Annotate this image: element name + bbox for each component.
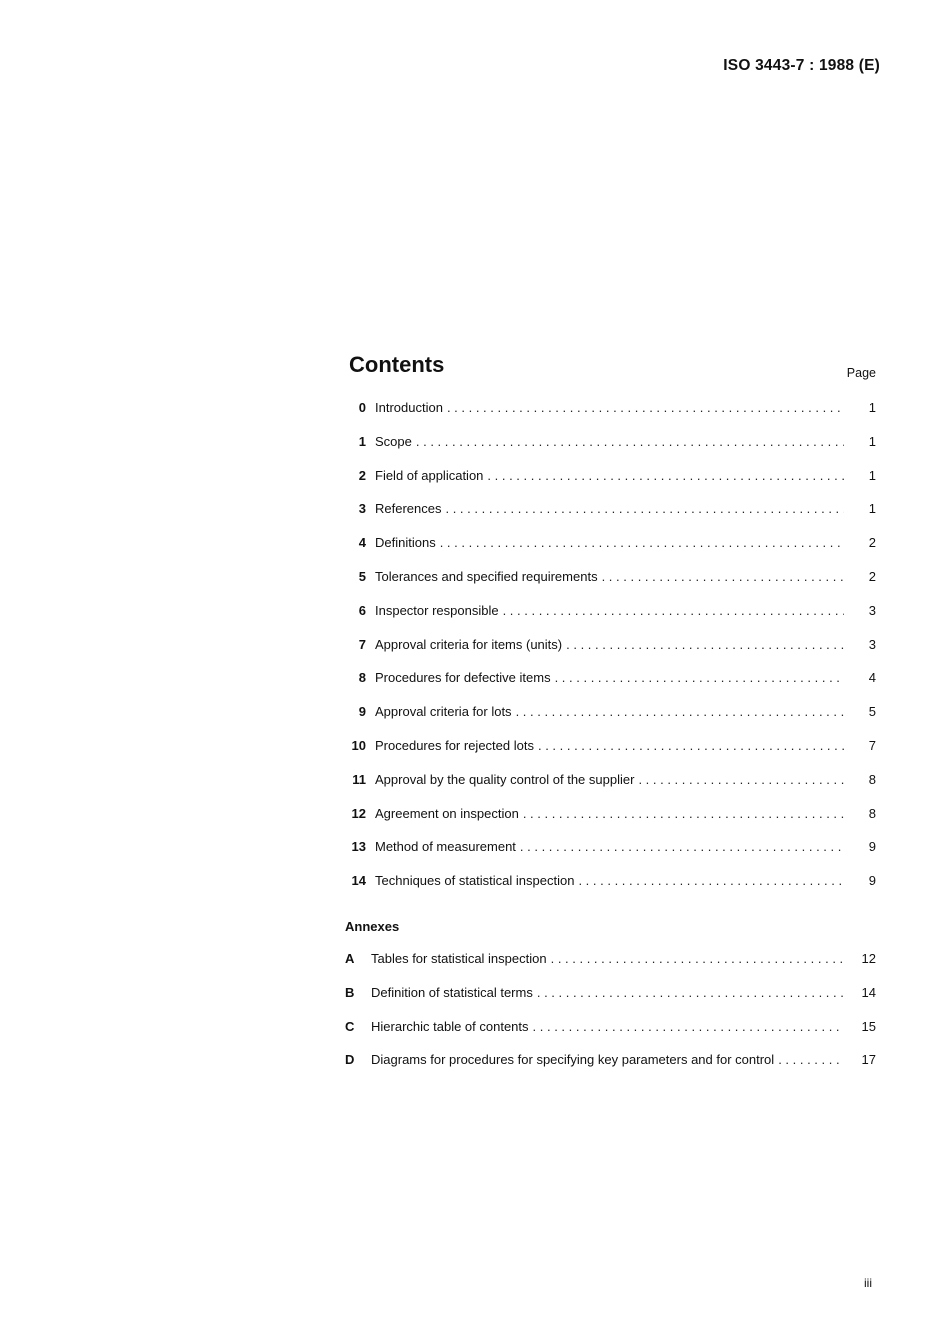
toc-header	[345, 352, 876, 400]
dot-leader	[555, 670, 844, 685]
toc-entry-number: 10	[351, 737, 366, 753]
toc-entry-supplier-quality-control[interactable]	[345, 772, 876, 806]
toc-entry-label: Approval criteria for lots	[375, 704, 512, 720]
toc-entry-agreement-inspection[interactable]	[345, 806, 876, 840]
toc-entry-label: Field of application	[375, 467, 484, 483]
toc-entry-number: B	[345, 984, 355, 1000]
dot-leader	[416, 434, 844, 449]
toc-entry-approval-lots[interactable]	[345, 704, 876, 738]
toc-entry-label: Procedures for rejected lots	[375, 737, 534, 753]
toc-entry-number: 4	[358, 535, 366, 551]
toc-entry-number: 0	[358, 400, 366, 415]
toc-entry-label: Agreement on inspection	[375, 805, 519, 821]
toc-entry-statistical-inspection[interactable]	[345, 873, 876, 907]
dot-leader	[523, 806, 844, 821]
toc-entry-page: 5	[868, 704, 876, 720]
dot-leader	[537, 985, 844, 1000]
toc-entry-number: 1	[358, 433, 366, 449]
toc-entry-number: A	[345, 950, 355, 966]
dot-leader	[638, 772, 844, 787]
toc-entry-number: 7	[358, 636, 366, 652]
dot-leader	[533, 1019, 844, 1034]
toc-entry-page: 3	[868, 636, 876, 652]
toc-entry-defective-items[interactable]	[345, 670, 876, 704]
toc-entry-number: 13	[351, 839, 366, 855]
dot-leader	[602, 569, 844, 584]
toc-entry-page: 2	[868, 568, 876, 584]
toc-annex-d[interactable]	[345, 1052, 876, 1086]
toc-entry-inspector-responsible[interactable]	[345, 603, 876, 637]
toc-entry-label: Inspector responsible	[375, 602, 499, 618]
dot-leader	[538, 738, 844, 753]
toc-entry-number: 12	[351, 805, 366, 821]
toc-entry-page: 12	[861, 950, 876, 966]
toc-entry-label: Definition of statistical terms	[371, 984, 533, 1000]
toc-title: Contents	[349, 352, 445, 377]
toc-entry-label: Method of measurement	[375, 839, 516, 855]
toc-entry-number: D	[345, 1052, 355, 1068]
toc-entry-label: Approval by the quality control of the supplier	[375, 771, 635, 787]
dot-leader	[445, 501, 844, 516]
toc-entry-tolerances[interactable]	[345, 569, 876, 603]
annexes-heading: Annexes	[345, 918, 400, 934]
dot-leader	[520, 839, 844, 854]
toc-entry-page: 8	[868, 805, 876, 821]
toc-annex-list	[345, 951, 876, 1086]
toc-entry-page: 1	[868, 501, 876, 517]
toc-entry-introduction[interactable]	[345, 400, 876, 434]
dot-leader	[447, 400, 844, 415]
toc-entry-page: 9	[868, 873, 876, 889]
toc-entry-approval-items[interactable]	[345, 637, 876, 671]
toc-entry-label: Hierarchic table of contents	[371, 1018, 529, 1034]
toc-entry-page: 17	[861, 1052, 876, 1068]
toc-entry-label: Definitions	[375, 535, 436, 551]
toc-entry-page: 1	[868, 467, 876, 483]
toc-annex-a[interactable]	[345, 951, 876, 985]
toc-entry-number: 3	[358, 501, 366, 517]
toc-entry-page: 9	[868, 839, 876, 855]
dot-leader	[487, 468, 844, 483]
toc-entry-number: 2	[358, 467, 366, 483]
toc-entry-page: 2	[868, 535, 876, 551]
toc-entry-scope[interactable]	[345, 434, 876, 468]
toc-page-column-label: Page	[846, 366, 876, 380]
dot-leader	[778, 1052, 844, 1067]
toc-entry-number: 8	[358, 670, 366, 686]
toc-clause-list	[345, 400, 876, 907]
toc-entry-number: 11	[352, 771, 366, 787]
toc-entry-number: 14	[351, 873, 366, 889]
page-number: iii	[864, 1276, 872, 1290]
toc-entry-page: 8	[868, 771, 876, 787]
toc-entry-references[interactable]	[345, 501, 876, 535]
toc-entry-page: 1	[868, 433, 876, 449]
toc-entry-number: 5	[358, 568, 366, 584]
toc-entry-page: 4	[868, 670, 876, 686]
toc-entry-label: Diagrams for procedures for specifying key parameters and for control	[371, 1052, 775, 1068]
dot-leader	[440, 535, 844, 550]
toc-entry-label: Tolerances and specified requirements	[375, 568, 598, 584]
toc-entry-page: 3	[868, 602, 876, 618]
toc-entry-label: Techniques of statistical inspection	[375, 873, 575, 889]
toc-entry-label: Tables for statistical inspection	[371, 950, 547, 966]
toc-entry-page: 1	[868, 400, 876, 415]
table-of-contents	[345, 352, 876, 1086]
toc-entry-field-of-application[interactable]	[345, 468, 876, 502]
toc-entry-page: 14	[861, 984, 876, 1000]
toc-entry-label: Introduction	[375, 400, 443, 415]
toc-entry-definitions[interactable]	[345, 535, 876, 569]
toc-entry-number: 9	[358, 704, 366, 720]
toc-entry-number: C	[345, 1018, 355, 1034]
document-identifier: ISO 3443-7 : 1988 (E)	[723, 57, 880, 74]
toc-entry-label: Scope	[375, 433, 412, 449]
dot-leader	[566, 637, 844, 652]
toc-annex-b[interactable]	[345, 985, 876, 1019]
toc-entry-method-measurement[interactable]	[345, 839, 876, 873]
dot-leader	[551, 951, 844, 966]
toc-annex-c[interactable]	[345, 1019, 876, 1053]
toc-entry-label: Procedures for defective items	[375, 670, 551, 686]
dot-leader	[516, 704, 844, 719]
toc-entry-rejected-lots[interactable]	[345, 738, 876, 772]
dot-leader	[503, 603, 844, 618]
dot-leader	[578, 873, 844, 888]
toc-entry-label: References	[375, 501, 442, 517]
toc-entry-number: 6	[358, 602, 366, 618]
toc-entry-page: 15	[861, 1018, 876, 1034]
toc-entry-page: 7	[868, 737, 876, 753]
toc-entry-label: Approval criteria for items (units)	[375, 636, 563, 652]
